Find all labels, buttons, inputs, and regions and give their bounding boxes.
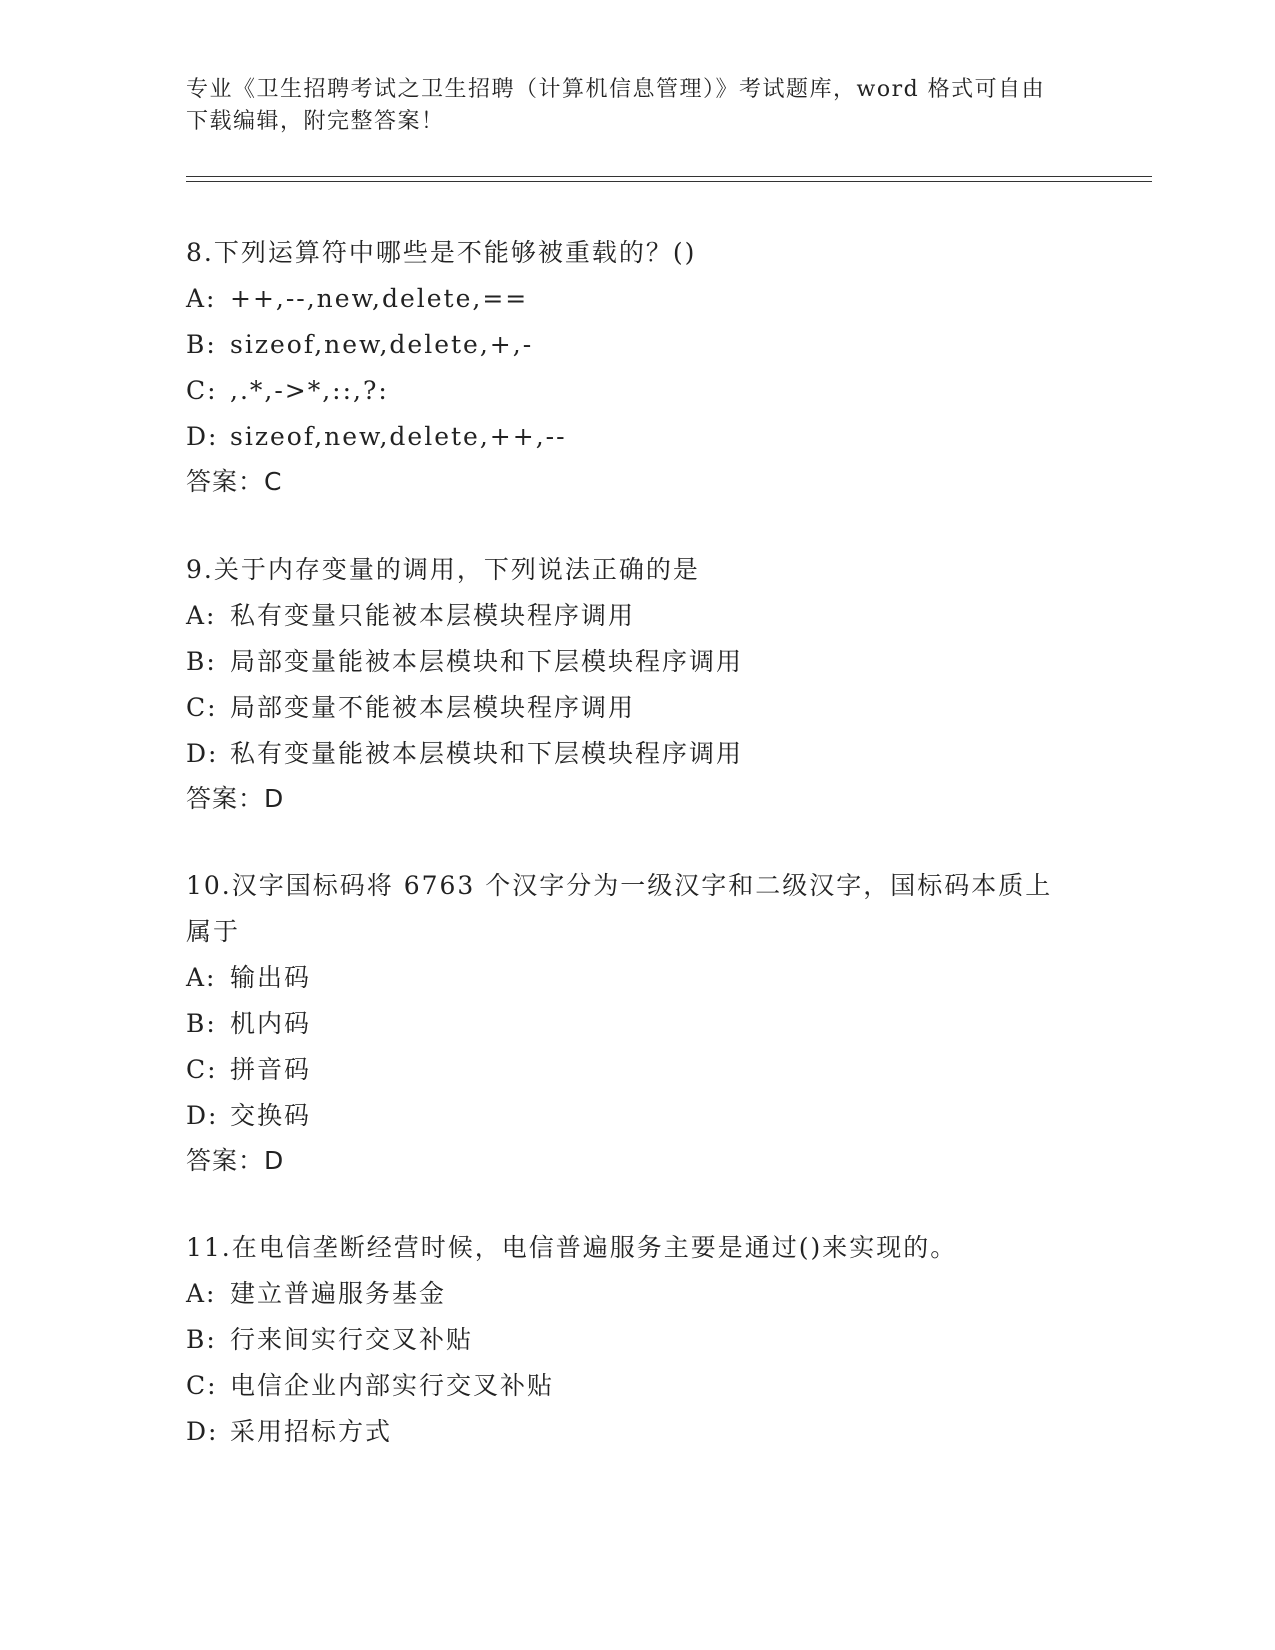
document-header: 专业《卫生招聘考试之卫生招聘（计算机信息管理）》考试题库，word 格式可自由下载编辑，附完整答案！: [186, 77, 1046, 134]
option-label: D:: [186, 1101, 219, 1130]
question-9: [186, 547, 1076, 821]
option-text: 私有变量只能被本层模块程序调用: [230, 601, 636, 630]
option-c: [186, 1363, 1076, 1409]
option-d: [186, 1409, 1076, 1455]
question-stem: 8.下列运算符中哪些是不能够被重载的？(): [186, 238, 697, 267]
question-11: [186, 1225, 1076, 1455]
option-a: [186, 276, 1076, 322]
option-label: D:: [186, 422, 219, 451]
option-b: [186, 1317, 1076, 1363]
option-text: sizeof,new,delete,++,--: [230, 422, 567, 451]
option-c: [186, 1047, 1076, 1093]
option-label: D:: [186, 739, 219, 768]
option-text: 机内码: [230, 1009, 312, 1038]
option-label: B:: [186, 1325, 217, 1354]
header-divider-top: [186, 176, 1152, 177]
option-label: C:: [186, 1371, 218, 1400]
option-label: A:: [186, 284, 217, 313]
option-label: D:: [186, 1417, 219, 1446]
option-label: B:: [186, 647, 217, 676]
option-a: [186, 593, 1076, 639]
option-text: 局部变量不能被本层模块程序调用: [230, 693, 636, 722]
option-d: [186, 414, 1076, 460]
option-label: A:: [186, 601, 217, 630]
option-text: 建立普遍服务基金: [230, 1279, 447, 1308]
question-stem: 10.汉字国标码将 6763 个汉字分为一级汉字和二级汉字，国标码本质上属于: [186, 871, 1053, 946]
option-c: [186, 368, 1076, 414]
option-b: [186, 1001, 1076, 1047]
option-label: C:: [186, 1055, 218, 1084]
answer: 答案：C: [186, 467, 283, 496]
question-8: [186, 230, 1076, 504]
option-d: [186, 731, 1076, 777]
question-stem: 11.在电信垄断经营时候，电信普遍服务主要是通过()来实现的。: [186, 1233, 958, 1262]
option-c: [186, 685, 1076, 731]
option-label: A:: [186, 1279, 217, 1308]
option-label: C:: [186, 376, 218, 405]
option-b: [186, 322, 1076, 368]
option-text: 交换码: [230, 1101, 312, 1130]
option-text: sizeof,new,delete,+,-: [230, 330, 534, 359]
option-b: [186, 639, 1076, 685]
option-text: 输出码: [230, 963, 312, 992]
option-a: [186, 1271, 1076, 1317]
option-text: ++,--,new,delete,==: [230, 284, 529, 313]
option-text: ,.*,->*,::,?:: [230, 376, 389, 405]
option-text: 私有变量能被本层模块和下层模块程序调用: [230, 739, 744, 768]
option-text: 行来间实行交叉补贴: [230, 1325, 474, 1354]
option-text: 采用招标方式: [230, 1417, 393, 1446]
option-label: B:: [186, 330, 217, 359]
answer: 答案：D: [186, 1146, 285, 1175]
option-label: A:: [186, 963, 217, 992]
option-d: [186, 1093, 1076, 1139]
option-text: 局部变量能被本层模块和下层模块程序调用: [230, 647, 744, 676]
option-text: 电信企业内部实行交叉补贴: [230, 1371, 555, 1400]
option-text: 拼音码: [230, 1055, 312, 1084]
option-label: C:: [186, 693, 218, 722]
option-label: B:: [186, 1009, 217, 1038]
question-stem: 9.关于内存变量的调用，下列说法正确的是: [186, 555, 700, 584]
header-divider-bottom: [186, 181, 1152, 182]
option-a: [186, 955, 1076, 1001]
question-10: [186, 863, 1076, 1183]
answer: 答案：D: [186, 784, 285, 813]
